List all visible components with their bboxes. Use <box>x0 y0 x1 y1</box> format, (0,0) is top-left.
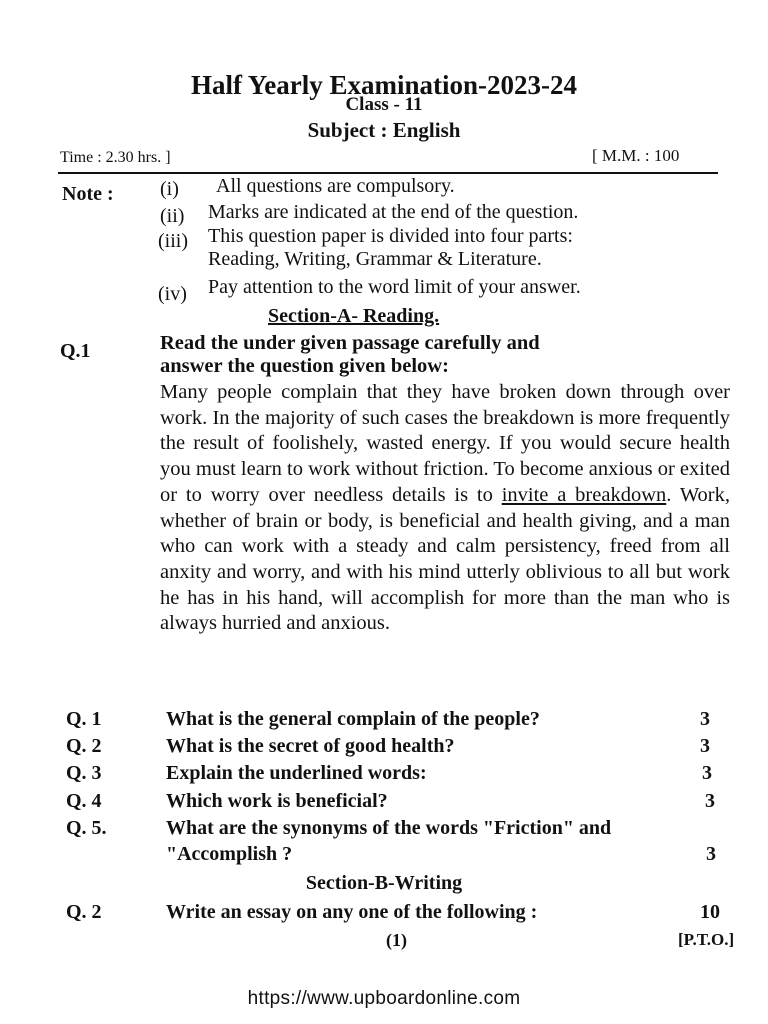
question-number: Q. 2 <box>66 735 102 757</box>
question-text: What are the synonyms of the words "Friction" and <box>166 817 612 839</box>
q1-number: Q.1 <box>60 340 91 362</box>
question-marks: 3 <box>700 735 710 757</box>
question-row-continued <box>0 843 768 871</box>
note-num-1: (i) <box>160 178 179 200</box>
question-row <box>0 762 768 790</box>
pto-label: [P.T.O.] <box>678 930 735 949</box>
time-label: Time : 2.30 hrs. ] <box>60 149 171 166</box>
note-text-1: All questions are compulsory. <box>216 175 455 197</box>
subject-label: Subject : English <box>307 118 461 142</box>
passage-underlined-words: invite a breakdown <box>501 483 667 506</box>
question-marks: 3 <box>705 790 715 812</box>
question-marks: 3 <box>700 708 710 730</box>
question-number: Q. 2 <box>66 901 102 923</box>
question-row <box>0 735 768 763</box>
question-number: Q. 5. <box>66 817 107 839</box>
q1-instruction-line1: Read the under given passage carefully and <box>160 332 540 354</box>
question-number: Q. 4 <box>66 790 102 812</box>
question-text-continued: "Accomplish ? <box>166 843 293 865</box>
header-divider <box>58 172 718 174</box>
passage-text-after: . Work, whether of brain or body, is beneficial and health giving, and a man who can work with a steady and calm persistency, freed from all anxity and worry, and with his mind utterly oblivious to all but work he has in his hand, will accomplish for more than the man who is always hurried and anxious. <box>160 483 731 635</box>
question-row <box>0 817 768 845</box>
question-marks: 10 <box>700 901 720 923</box>
note-num-4: (iv) <box>158 283 187 305</box>
passage-text-before: Many people complain that they have broken down through over work. In the majority of such cases the breakdown is more frequently the result of foolishely, wasted energy. If you would secure health you must learn to work without friction. To become anxious or exited or to worry over needless details is to <box>160 381 730 506</box>
source-url: https://www.upboardonline.com <box>247 988 521 1009</box>
max-marks-label: [ M.M. : 100 <box>592 146 680 165</box>
question-row <box>0 790 768 818</box>
q1-instruction-line2: answer the question given below: <box>160 355 449 377</box>
question-marks: 3 <box>706 843 716 865</box>
question-text: What is the general complain of the people? <box>166 708 540 730</box>
note-num-3: (iii) <box>158 230 188 252</box>
question-number: Q. 3 <box>66 762 102 784</box>
section-b-heading: Section-B-Writing <box>305 872 463 894</box>
exam-title: Half Yearly Examination-2023-24 <box>191 70 577 100</box>
page-number: (1) <box>386 930 407 950</box>
section-a-heading: Section-A- Reading. <box>268 305 440 327</box>
question-number: Q. 1 <box>66 708 102 730</box>
reading-passage <box>160 380 730 637</box>
note-text-3: This question paper is divided into four parts: <box>208 225 573 247</box>
note-text-3b: Reading, Writing, Grammar & Literature. <box>208 248 542 270</box>
question-row <box>0 901 768 929</box>
question-text: What is the secret of good health? <box>166 735 455 757</box>
question-text: Write an essay on any one of the following : <box>166 901 538 923</box>
note-num-2: (ii) <box>160 205 185 227</box>
note-text-2: Marks are indicated at the end of the question. <box>208 201 579 223</box>
question-row <box>0 708 768 736</box>
class-label: Class - 11 <box>345 94 423 115</box>
note-text-4: Pay attention to the word limit of your answer. <box>208 276 581 298</box>
question-text: Which work is beneficial? <box>166 790 388 812</box>
question-marks: 3 <box>702 762 712 784</box>
note-label: Note : <box>62 183 114 205</box>
question-text: Explain the underlined words: <box>166 762 427 784</box>
